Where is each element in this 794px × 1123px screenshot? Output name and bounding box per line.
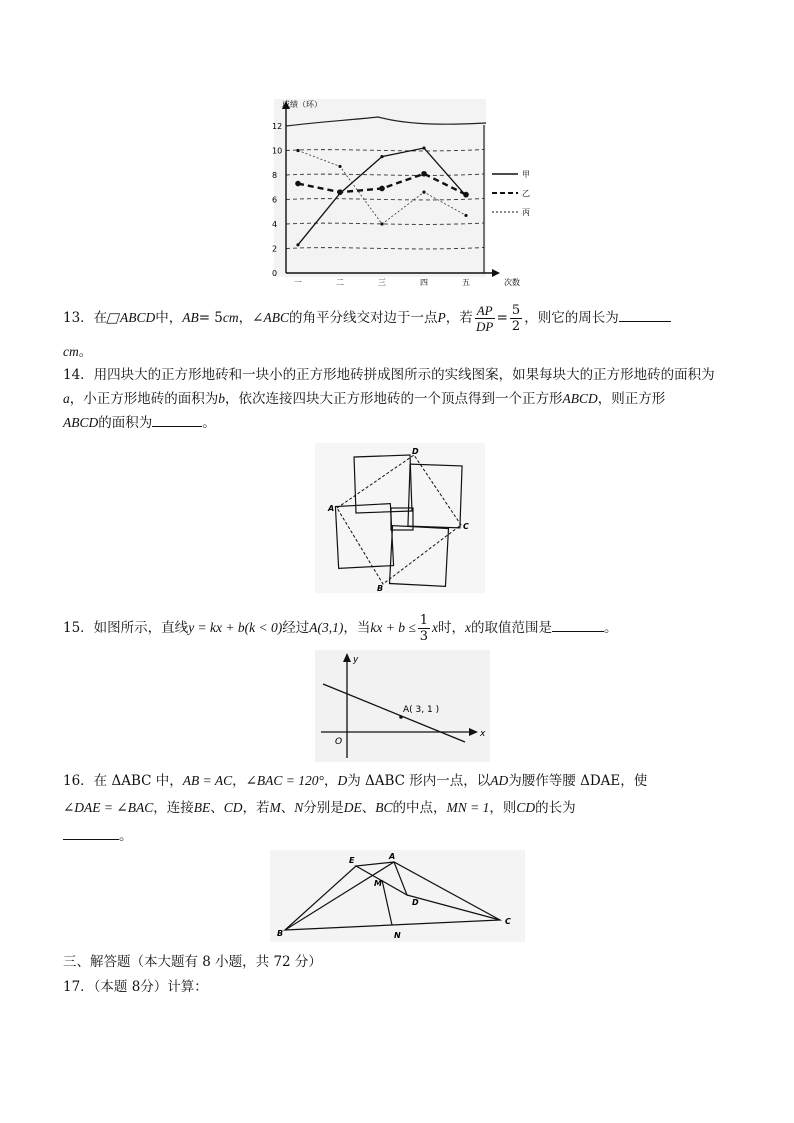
- q16-text: ，连接: [153, 800, 194, 816]
- line-graph-figure: [315, 650, 490, 762]
- q16-text: BC: [375, 800, 393, 815]
- y-tick-label: 12: [272, 122, 283, 131]
- data-point: [463, 192, 469, 198]
- label-b: B: [277, 929, 284, 938]
- data-point: [380, 222, 383, 225]
- x-tick-labels: [294, 278, 470, 287]
- point-a: [399, 715, 403, 719]
- q16-text: 、: [210, 800, 224, 816]
- data-point: [295, 181, 301, 187]
- x-label: x: [480, 729, 486, 739]
- x-tick-label: 二: [336, 278, 344, 287]
- data-point: [338, 165, 341, 168]
- q14-text: 的面积为: [98, 415, 153, 431]
- tiles-figure: [315, 443, 485, 593]
- origin-label: O: [335, 737, 343, 747]
- y-tick-label: 4: [272, 220, 278, 229]
- frac-den: 3: [419, 629, 429, 644]
- q16-text: 的中点，: [392, 800, 447, 816]
- q14-text: ABCD: [63, 415, 99, 430]
- answer-blank-14[interactable]: [152, 414, 202, 427]
- q16-text: D: [337, 773, 348, 788]
- q16-text: AD: [490, 773, 509, 788]
- data-point: [380, 155, 383, 158]
- q16-text: 为腰作等腰 ΔDAE，使: [508, 773, 648, 789]
- fraction-5-2: [510, 303, 522, 334]
- q16-text: ，: [232, 773, 246, 789]
- q14-text: ，依次连接四块大正方形地砖的一个顶点得到一个正方形: [225, 391, 563, 407]
- q17-text: 17．（本题 8分）计算：: [63, 979, 208, 995]
- q15-text: 15．如图所示，直线: [63, 620, 189, 636]
- q14-text: ，小正方形地砖的面积为: [69, 391, 219, 407]
- frac-num: 5: [511, 303, 521, 318]
- data-point: [464, 214, 467, 217]
- q13-text: 。: [78, 344, 93, 360]
- question-13-line2: [63, 342, 92, 362]
- parallelogram-symbol: □: [104, 310, 123, 326]
- q13-text: ABC: [263, 310, 289, 325]
- q16-text: BE: [193, 800, 211, 815]
- q16-text: ∠DAE = ∠BAC: [63, 800, 154, 815]
- q16-text: M: [269, 800, 281, 815]
- q14-text: 。: [202, 415, 216, 431]
- q13-text: ，若: [445, 310, 473, 326]
- fraction-1-3: [418, 613, 430, 644]
- q13-text: P: [437, 310, 446, 325]
- question-16-line3: [63, 826, 133, 846]
- q15-text: 经过: [282, 620, 310, 636]
- data-point: [422, 146, 425, 149]
- q13-text: ，则它的周长为: [524, 310, 619, 326]
- legend-jia: 甲: [522, 170, 530, 179]
- chart-xlabel: 次数: [504, 278, 520, 287]
- y-tick-label: 2: [272, 244, 278, 254]
- x-axis-arrow: [492, 269, 500, 277]
- y-tick-label: 8: [272, 171, 278, 180]
- y-tick-label: 6: [272, 195, 278, 205]
- fraction-ap-dp: [475, 303, 495, 334]
- y-label: y: [353, 655, 359, 665]
- frac-den: 2: [511, 319, 521, 334]
- q15-text: 时，: [438, 620, 466, 636]
- q16-text: 、: [280, 800, 295, 816]
- x-tick-label: 一: [294, 278, 302, 287]
- q16-text: DE: [343, 800, 362, 815]
- frac-den: DP: [475, 319, 494, 334]
- q16-text: 。: [119, 828, 133, 844]
- point-a-label: A( 3, 1 ): [403, 705, 440, 715]
- question-17: [63, 977, 208, 997]
- data-point: [379, 186, 385, 192]
- q13-text: ABCD: [119, 310, 156, 325]
- q13-text: AB: [182, 310, 199, 325]
- q16-text: CD: [223, 800, 243, 815]
- question-13: [63, 303, 671, 334]
- data-point: [296, 149, 299, 152]
- q14-text: a: [63, 391, 70, 406]
- label-a: A: [328, 504, 335, 513]
- q14-text: 14．用四块大的正方形地砖和一块小的正方形地砖拼成图所示的实线图案，如果每块大的正方形地砖的面积为: [63, 367, 715, 383]
- q13-text: cm: [63, 344, 79, 359]
- x-tick-label: 四: [420, 278, 428, 287]
- q15-text: ，当: [343, 620, 371, 636]
- q16-text: 分别是: [303, 800, 344, 816]
- q15-text: x: [432, 620, 439, 635]
- q16-text: 16．在 ΔABC 中，: [63, 773, 183, 789]
- legend-yi: 乙: [522, 189, 530, 198]
- question-16-line1: [63, 771, 647, 791]
- q14-text: ABCD: [562, 391, 598, 406]
- q16-text: ，则: [489, 800, 517, 816]
- q16-text: 的长为: [535, 800, 576, 816]
- label-b: B: [377, 584, 384, 593]
- label-m: M: [374, 879, 382, 888]
- q16-text: N: [294, 800, 304, 815]
- q15-text: 。: [604, 620, 618, 636]
- label-c: C: [463, 522, 469, 531]
- q13-text: 中，: [155, 310, 183, 326]
- q15-text: kx + b ≤: [370, 620, 416, 635]
- label-n: N: [394, 931, 401, 940]
- q13-text: cm: [222, 310, 239, 325]
- label-c: C: [505, 917, 511, 926]
- section-3-text: 三、解答题（本大题有 8 小题，共 72 分）: [63, 954, 322, 970]
- x-tick-label: 三: [378, 278, 386, 287]
- y-tick-label: 10: [272, 146, 283, 156]
- q15-text: y = kx + b(k < 0): [188, 620, 283, 635]
- data-point: [337, 189, 343, 195]
- question-14-line1: [63, 365, 715, 385]
- q16-text: CD: [516, 800, 536, 815]
- q14-text: b: [218, 391, 225, 406]
- data-point: [421, 171, 427, 177]
- x-tick-label: 五: [462, 278, 470, 287]
- q14-text: ，则正方形: [597, 391, 666, 407]
- label-a: A: [389, 852, 396, 861]
- q13-text: ，∠: [238, 310, 264, 326]
- question-14-line2: [63, 389, 665, 409]
- triangle-figure: [270, 850, 525, 942]
- q16-text: ，: [323, 773, 338, 789]
- line-chart-figure: [260, 95, 540, 290]
- data-point: [422, 191, 425, 194]
- label-e: E: [349, 856, 355, 865]
- q15-text: A(3,1): [309, 620, 344, 635]
- q16-text: ，若: [242, 800, 270, 816]
- question-14-line3: [63, 413, 216, 433]
- q16-text: 、: [361, 800, 376, 816]
- y-tick-label: 0: [272, 269, 278, 278]
- answer-blank-15[interactable]: [552, 619, 604, 632]
- q13-text: 的角平分线交对边于一点: [288, 310, 438, 326]
- frac-num: AP: [476, 303, 493, 318]
- q15-text: x: [465, 620, 472, 635]
- answer-blank-13[interactable]: [619, 309, 671, 322]
- q13-text: = 5: [198, 310, 223, 326]
- question-16-line2: [63, 798, 576, 818]
- q16-text: MN = 1: [446, 800, 490, 815]
- legend-bing: 丙: [522, 208, 530, 217]
- q16-text: AB = AC: [182, 773, 233, 788]
- q13-text: =: [496, 310, 508, 326]
- data-point: [296, 243, 299, 246]
- frac-num: 1: [419, 613, 429, 628]
- section-3-heading: [63, 952, 322, 972]
- q13-num: 13．在: [63, 310, 108, 326]
- label-d: D: [412, 447, 419, 456]
- q16-text: ∠BAC = 120°: [245, 773, 324, 788]
- chart-ylabel: 成绩（环）: [282, 100, 322, 109]
- label-d: D: [412, 898, 419, 907]
- answer-blank-16[interactable]: [63, 827, 119, 840]
- question-15: [63, 613, 618, 644]
- q15-text: 的取值范围是: [471, 620, 553, 636]
- q16-text: 为 ΔABC 形内一点，以: [347, 773, 491, 789]
